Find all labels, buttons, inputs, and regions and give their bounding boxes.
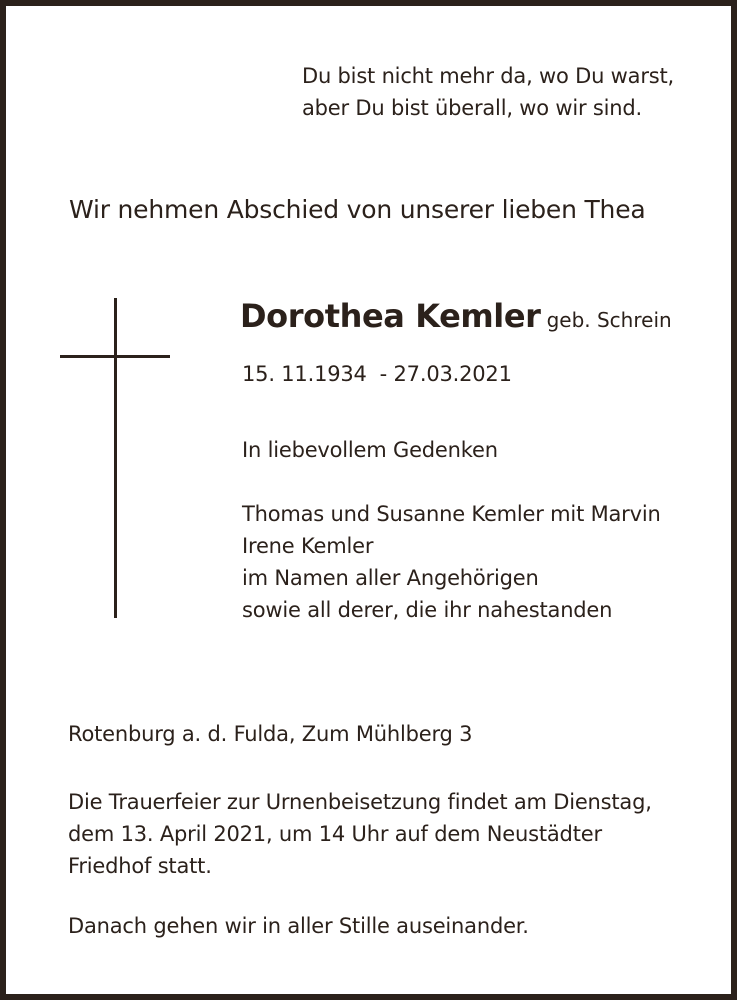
funeral-info-line: Die Trauerfeier zur Urnenbeisetzung findet am Dienstag,	[68, 790, 652, 814]
life-dates: 15. 11.1934 - 27.03.2021	[242, 362, 512, 386]
closing-line: Danach gehen wir in aller Stille auseinander.	[68, 914, 529, 938]
funeral-info	[68, 786, 652, 882]
mourner-line: im Namen aller Angehörigen	[242, 566, 539, 590]
funeral-info-line: Friedhof statt.	[68, 854, 212, 878]
cross-icon	[114, 298, 117, 618]
motto-line: Du bist nicht mehr da, wo Du warst,	[302, 64, 675, 88]
mourner-line: Thomas und Susanne Kemler mit Marvin	[242, 502, 661, 526]
memory-line: In liebevollem Gedenken	[242, 438, 498, 462]
maiden-name: geb. Schrein	[546, 308, 672, 332]
deceased-full-name: Dorothea Kemler	[240, 297, 541, 335]
motto-verse	[302, 60, 674, 124]
mourner-line: Irene Kemler	[242, 534, 374, 558]
farewell-heading: Wir nehmen Abschied von unserer lieben Thea	[69, 195, 646, 224]
motto-line: aber Du bist überall, wo wir sind.	[302, 96, 642, 120]
address: Rotenburg a. d. Fulda, Zum Mühlberg 3	[68, 722, 473, 746]
mourners-list	[242, 498, 661, 626]
mourner-line: sowie all derer, die ihr nahestanden	[242, 598, 613, 622]
cross-icon-bar	[60, 355, 170, 358]
funeral-info-line: dem 13. April 2021, um 14 Uhr auf dem Neustädter	[68, 822, 602, 846]
deceased-name	[240, 296, 672, 340]
